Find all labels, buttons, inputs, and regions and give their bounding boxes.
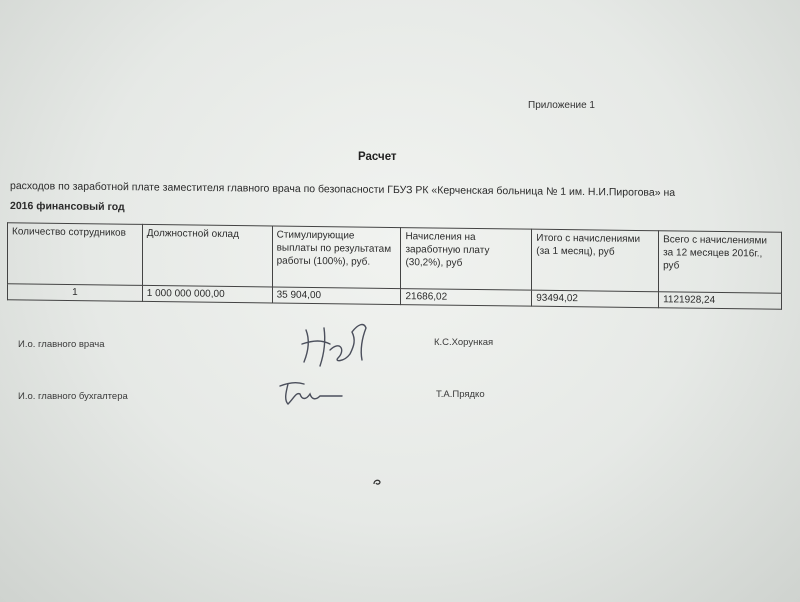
cell-yearly-total: 1121928,24 [659, 292, 782, 310]
header-cell-yearly-total: Всего с начислениями за 12 месяцев 2016г., руб [659, 231, 782, 294]
salary-calculation-table [7, 222, 782, 309]
document-title: Расчет [358, 151, 397, 163]
signature-chief-doctor [296, 310, 376, 372]
cell-accruals: 21686,02 [401, 289, 532, 307]
signer-role-chief-doctor: И.о. главного врача [18, 339, 105, 350]
table-header-row [8, 223, 782, 293]
signer-name-chief-doctor: К.С.Хорункая [434, 337, 494, 348]
header-cell-salary: Должностной оклад [142, 224, 272, 287]
cell-bonus: 35 904,00 [272, 287, 401, 305]
cell-count: 1 [8, 284, 143, 302]
stray-mark-icon [373, 478, 381, 486]
cell-salary: 1 000 000 000,00 [142, 285, 272, 303]
header-cell-bonus: Стимулирующие выплаты по результатам работы (100%), руб. [272, 226, 401, 289]
header-cell-count: Количество сотрудников [8, 223, 143, 286]
header-cell-monthly-total: Итого с начислениями (за 1 месяц), руб [532, 229, 659, 292]
signer-role-chief-accountant: И.о. главного бухгалтера [18, 391, 128, 402]
cell-monthly-total: 93494,02 [532, 290, 659, 308]
subtitle-line-1: расходов по заработной плате заместителя главного врача по безопасности ГБУЗ РК «Керченская больница № 1 им. Н.И.Пирогова» на [10, 179, 676, 199]
signer-name-chief-accountant: Т.А.Прядко [436, 389, 485, 400]
header-cell-accruals: Начисления на заработную плату (30,2%), руб [401, 228, 532, 291]
appendix-label: Приложение 1 [528, 100, 595, 111]
document-subtitle [10, 176, 780, 224]
signature-chief-accountant [276, 378, 346, 408]
subtitle-line-2: 2016 финансовый год [10, 199, 125, 214]
